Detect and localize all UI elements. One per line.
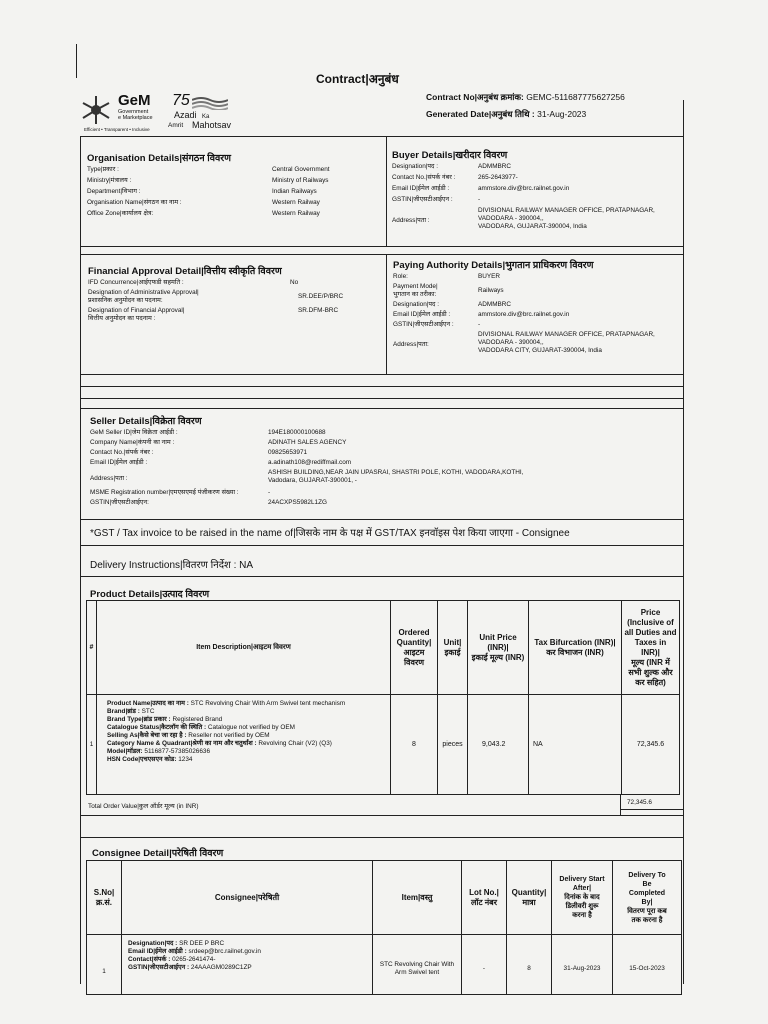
azadi-amrit: Amrit [168,122,184,129]
seller-company: Company Name|कंपनी का नाम : ADINATH SALES AGENCY [90,439,347,446]
gem-sub1: Government [118,109,149,115]
flag-wave-icon [192,96,228,110]
consignee-row-complete: 15-Oct-2023 [613,935,682,995]
col-unit: Unit| इकाई [438,601,468,695]
col-lot: Lot No.| लॉट नंबर [462,861,507,935]
gem-wordmark: GeM [118,92,151,109]
product-row-tax: NA [529,695,622,795]
product-row-num: 1 [87,695,97,795]
org-heading: Organisation Details|संगठन विवरण [87,153,232,164]
fin-approval-row: Designation of Financial Approval| वित्तीय अनुमोदन का पदनाम : SR.DFM-BRC [88,307,339,322]
col-hash: # [87,601,97,695]
frame-mark-left [76,44,77,78]
buyer-designation: Designation|पद : ADMMBRC [392,163,512,170]
org-row-type: Type|प्रकार : Central Government [87,166,330,173]
azadi-ka: Ka [202,114,210,120]
col-total-price: Price (Inclusive of all Duties and Taxes in INR)| मूल्य (INR में सभी शुल्क और कर सहित) [622,601,680,695]
paying-designation: Designation|पद : ADMMBRC [393,301,512,308]
generated-date-value: 31-Aug-2023 [537,109,587,119]
page-title: Contract|अनुबंध [316,72,399,86]
paying-heading: Paying Authority Details|भुगतान प्राधिकरण विवरण [393,260,594,271]
contract-no-label: Contract No|अनुबंध क्रमांक: [426,92,524,102]
financial-details [88,279,383,323]
col-item: Item|वस्तु [373,861,462,935]
financial-heading: Financial Approval Detail|वित्तीय स्वीकृति विवरण [88,266,282,277]
buyer-details [392,163,682,231]
col-sno: S.No| क्र.सं. [87,861,122,935]
org-row-department: Department|विभाग : Indian Railways [87,188,317,195]
paying-address: Address|पता: DIVISIONAL RAILWAY MANAGER OFFICE, PRATAPNAGAR, VADODARA - 390004,, VADODARA CITY, GUJARAT-390004, India [393,331,655,354]
consignee-row-num: 1 [87,935,122,995]
buyer-heading: Buyer Details|खरीदार विवरण [392,150,508,161]
gem-emblem-icon [78,94,114,126]
paying-mode: Payment Mode| भुगतान का तरीका: Railways [393,283,504,298]
product-heading: Product Details|उत्पाद विवरण [90,589,210,600]
seller-details [90,429,680,507]
paying-email: Email ID|ईमेल आईडी : ammstore.div@brc.railnet.gov.in [393,311,570,318]
col-delivery-start: Delivery Start After| दिनांक के बाद डिलीवरी शुरू करना है [552,861,613,935]
contract-number [426,92,625,103]
consignee-header-row [87,861,682,935]
product-row-total: 72,345.6 [622,695,680,795]
gst-note: *GST / Tax invoice to be raised in the name of|जिसके नाम के पक्ष में GST/TAX इनवॉइस पेश किया जाएगा - Consignee [90,528,570,539]
total-order-label: Total Order Value|कुल ऑर्डर मूल्य (in INR) [88,803,199,810]
paying-details [393,273,683,355]
azadi-number: 75 [172,92,190,109]
consignee-heading: Consignee Detail|परेषिती विवरण [92,848,224,859]
paying-gstin: GSTIN|जीएसटीआईएन : - [393,321,481,328]
seller-gstin: GSTIN|जीएसटीआईएन: 24ACXPS5982L1ZG [90,499,327,506]
col-unit-price: Unit Price (INR)| इकाई मूल्य (INR) [468,601,529,695]
seller-heading: Seller Details|विक्रेता विवरण [90,416,202,427]
product-row-qty: 8 [391,695,438,795]
buyer-address: Address|पता : DIVISIONAL RAILWAY MANAGER OFFICE, PRATAPNAGAR, VADODARA - 390004,, VADODARA, GUJARAT-390004, India [392,207,655,230]
delivery-instructions: Delivery Instructions|वितरण निर्देश : NA [90,560,254,571]
ifd-row: IFD Concurrence|आईएफडी सहमति : No [88,279,299,286]
generated-date-label: Generated Date|अनुबंध तिथि : [426,109,535,119]
product-row-price: 9,043.2 [468,695,529,795]
org-details [87,166,382,218]
consignee-row-details: Designation|पद : SR DEE P BRC Email ID|ईमेल आईडी : srdeep@brc.railnet.gov.in Contact|संपर्क : 0265-2641474- GSTIN|जीएसटीआईएन : 24AAAGM0289C1ZP [122,935,373,995]
col-item-description: Item Description|आइटम विवरण [97,601,391,695]
admin-approval-row: Designation of Administrative Approval| प्रशासनिक अनुमोदन का पदनाम: SR.DEE/P/BRC [88,289,344,304]
col-tax-bifurcation: Tax Bifurcation (INR)| कर विभाजन (INR) [529,601,622,695]
col-ordered-qty: Ordered Quantity| आइटम विवरण [391,601,438,695]
seller-id: GeM Seller ID|जेम विक्रेता आईडी : 194E180000100688 [90,429,326,436]
total-order-value: 72,345.6 [627,799,652,806]
gem-sub2: e Marketplace [118,115,153,121]
buyer-gstin: GSTIN|जीएसटीआईएन : - [392,196,481,203]
gem-tagline: Efficient • Transparent • Inclusive [84,127,150,132]
buyer-email: Email ID|ईमेल आईडी : ammstore.div@brc.railnet.gov.in [392,185,570,192]
frame-left [80,136,81,984]
org-row-zone: Office Zone|कार्यालय क्षेत्र: Western Railway [87,210,320,217]
col-consignee: Consignee|परेषिती [122,861,373,935]
azadi-mahotsav: Mahotsav [192,120,232,130]
product-row-description: Product Name|उत्पाद का नाम : STC Revolving Chair With Arm Swivel tent mechanism Brand|ब्रांड : STC Brand Type|ब्रांड प्रकार : Registered Brand Catalogue Status|कैटलॉग की स्थिति : Catalogue not verified by OEM Selling As|कैसे बेचा जा रहा है : Reseller not verified by OEM Category Name & Quadrant|श्रेणी का नाम और चतुर्थांश : Revolving Chair (V2) (Q3) Model|मॉडल: 5116877-57385026636 HSN Code|एचएसएन कोड: 1234 [97,695,391,795]
seller-msme: MSME Registration number|एमएसएमई पंजीकरण संख्या : - [90,489,271,496]
azadi-word: Azadi [174,110,197,120]
product-table [86,600,680,795]
product-header-row [87,601,680,695]
consignee-row-item: STC Revolving Chair With Arm Swivel tent [373,935,462,995]
consignee-row-qty: 8 [507,935,552,995]
col-delivery-complete: Delivery To Be Completed By| वितरण पूरा कब तक करना है [613,861,682,935]
frame-right [683,100,684,984]
contract-no-value: GEMC-511687775627256 [526,92,625,102]
product-row-unit: pieces [438,695,468,795]
consignee-table [86,860,682,995]
org-row-name: Organisation Name|संगठन का नाम : Western Railway [87,199,320,206]
paying-role: Role: BUYER [393,273,501,280]
buyer-contact: Contact No.|संपर्क नंबर : 265-2643977- [392,174,518,181]
gem-logo [78,92,268,138]
consignee-row-start: 31-Aug-2023 [552,935,613,995]
consignee-row [87,935,682,995]
org-row-ministry: Ministry|मंत्रालय : Ministry of Railways [87,177,329,184]
seller-address: Address|पता : ASHISH BUILDING,NEAR JAIN UPASRAI, SHASTRI POLE, KOTHI, VADODARA,KOTHI, Vadodara, GUJARAT-390001, - [90,469,524,484]
product-row [87,695,680,795]
col-quantity: Quantity| मात्रा [507,861,552,935]
seller-email: Email ID|ईमेल आईडी : a.adinath108@rediffmail.com [90,459,352,466]
generated-date [426,109,586,120]
consignee-row-lot: - [462,935,507,995]
seller-contact: Contact No.|संपर्क नंबर : 09825653971 [90,449,308,456]
